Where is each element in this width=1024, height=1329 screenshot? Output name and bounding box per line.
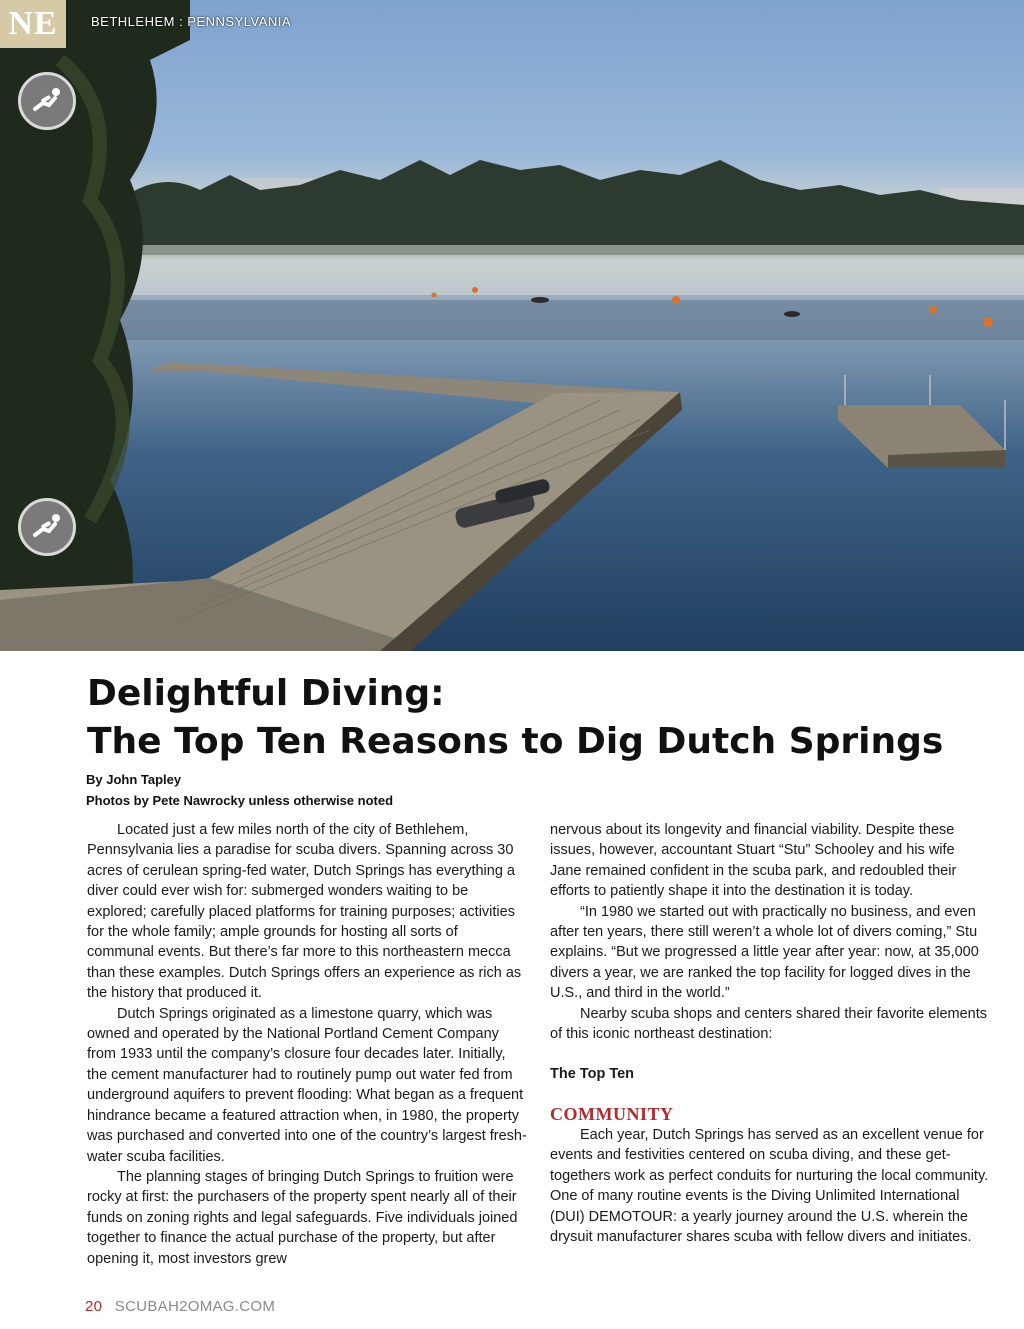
left-column [87, 820, 527, 1269]
lake-dock-scene [0, 0, 1024, 651]
byline [86, 769, 393, 811]
right-column [550, 820, 990, 1247]
author: By John Tapley [86, 772, 182, 787]
paragraph: The planning stages of bringing Dutch Springs to fruition were rocky at first: the purchasers of the property spent nearly all of their funds on zoning rights and legal safeguards. Five individuals joined together to finance the actual purchase of the property, but after opening it, most investors grew [87, 1168, 518, 1267]
photo-credit: Photos by Pete Nawrocky unless otherwise noted [86, 793, 394, 808]
paragraph: nervous about its longevity and financial viability. Despite these issues, however, accountant Stuart “Stu” Schooley and his wife Jane remained confident in the scuba park, and redoubled their efforts to patiently shape it into the destination it is today. [550, 822, 957, 900]
article-title [87, 670, 987, 766]
paragraph: Each year, Dutch Springs has served as an excellent venue for events and festivities centered on scuba diving, and these get-togethers work as perfect conduits for nurturing the local community. One of many routine events is the Diving Unlimited International (DUI) DEMOTOUR: a yearly journey around the U.S. wherein the drysuit manufacturer shares scuba with fellow divers and initiates. [550, 1126, 989, 1245]
top-ten-heading: The Top Ten [550, 1066, 635, 1083]
section-heading: COMMUNITY [550, 1103, 674, 1124]
page-footer [85, 1298, 275, 1315]
site-name: SCUBAH2OMAG.COM [114, 1298, 276, 1315]
title-line-1: Delightful Diving: [87, 673, 445, 714]
paragraph: Dutch Springs originated as a limestone quarry, which was owned and operated by the National Portland Cement Company from 1933 until the company’s closure four decades later. Initially, the cement manufacturer had to routinely pump out water fed from underground aquifers to prevent flooding: What began as a frequent hindrance became a featured attraction when, in 1980, the property was purchased and converted into one of the country’s largest fresh-water scuba facilities. [87, 1005, 527, 1165]
paragraph: Located just a few miles north of the city of Bethlehem, Pennsylvania lies a paradise for scuba divers. Spanning across 30 acres of cerulean spring-fed water, Dutch Springs has everything a diver could ever wish for: submerged wonders waiting to be explored; carefully placed platforms for training purposes; activities for the whole family; ample grounds for hosting all sorts of communal events. But there’s far more to this northeastern mecca than these examples. Dutch Springs offers an experience as rich as the history that produced it. [87, 822, 522, 1002]
location-label: BETHLEHEM : PENNSYLVANIA [91, 14, 292, 29]
hero-photo [0, 0, 1024, 651]
diver-icon [18, 72, 76, 130]
paragraph: Nearby scuba shops and centers shared their favorite elements of this iconic northeast destination: [550, 1005, 988, 1043]
paragraph: “In 1980 we started out with practically no business, and even after ten years, there still weren’t a whole lot of divers coming,” Stu explains. “But we progressed a little year after year: now, at 35,000 divers a year, we are ranked the top facility for logged dives in the U.S., and third in the world.” [550, 903, 979, 1002]
region-badge: NE [0, 0, 66, 48]
title-line-2: The Top Ten Reasons to Dig Dutch Springs [87, 721, 944, 762]
page-number: 20 [85, 1298, 103, 1315]
diver-icon [18, 498, 76, 556]
